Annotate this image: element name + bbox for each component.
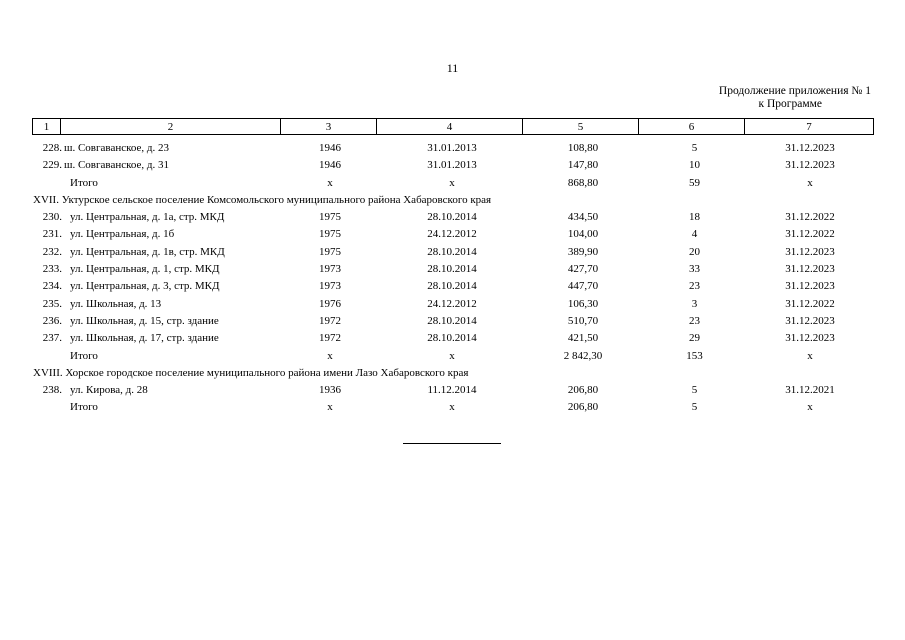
total-label: Итого xyxy=(70,176,98,189)
address-cell: ул. Центральная, д. 3, стр. МКД xyxy=(70,280,220,293)
row-number: 234. xyxy=(42,280,62,293)
address-cell: ул. Центральная, д. 1а, стр. МКД xyxy=(70,211,225,224)
section-heading: XVII. Уктурское сельское поселение Комсомольского муниципального района Хабаровского края xyxy=(33,193,492,206)
column-header: 2 xyxy=(61,119,281,135)
table-row xyxy=(0,278,905,295)
row-number: 237. xyxy=(42,332,62,345)
page-number: 11 xyxy=(446,61,459,75)
date-cell: 11.12.2014 xyxy=(427,384,477,397)
deadline-cell: 31.12.2023 xyxy=(785,263,835,276)
row-number: 232. xyxy=(42,245,62,258)
column-header: 7 xyxy=(745,119,874,135)
total-row xyxy=(0,175,905,192)
table-row xyxy=(0,140,905,157)
deadline-cell: 31.12.2023 xyxy=(785,142,835,154)
area-cell: 206,80 xyxy=(567,384,599,397)
row-number: 228. xyxy=(42,142,62,154)
appendix-title: Продолжение приложения № 1 xyxy=(718,85,871,97)
address-cell: ш. Совгаванское, д. 23 xyxy=(64,142,169,154)
year-cell: x xyxy=(327,401,333,414)
residents-cell: 59 xyxy=(689,176,700,189)
residents-cell: 18 xyxy=(689,211,700,224)
residents-cell: 3 xyxy=(691,297,698,310)
total-row xyxy=(0,399,905,416)
deadline-cell: 31.12.2022 xyxy=(785,228,835,241)
table-row xyxy=(0,226,905,243)
year-cell: 1973 xyxy=(319,280,341,293)
year-cell: 1976 xyxy=(319,297,341,310)
end-of-document-rule xyxy=(403,443,501,444)
year-cell: 1975 xyxy=(319,211,341,224)
address-cell: ул. Центральная, д. 1в, стр. МКД xyxy=(70,245,225,258)
address-cell: ш. Совгаванское, д. 31 xyxy=(64,159,169,172)
deadline-cell: 31.12.2022 xyxy=(785,211,835,224)
area-cell: 447,70 xyxy=(567,280,599,293)
row-number: 235. xyxy=(42,297,62,310)
column-header: 1 xyxy=(33,119,61,135)
address-cell: ул. Центральная, д. 1, стр. МКД xyxy=(70,263,220,276)
address-cell: ул. Школьная, д. 13 xyxy=(70,297,162,310)
year-cell: 1946 xyxy=(319,142,341,154)
column-header: 6 xyxy=(639,119,745,135)
appendix-caption xyxy=(719,85,871,111)
residents-cell: 29 xyxy=(689,332,700,345)
table-row xyxy=(0,244,905,261)
year-cell: 1936 xyxy=(319,384,341,397)
date-cell: 28.10.2014 xyxy=(427,245,477,258)
row-number: 230. xyxy=(42,211,62,224)
section-heading-row xyxy=(0,365,905,382)
address-cell: ул. Кирова, д. 28 xyxy=(70,384,148,397)
year-cell: 1946 xyxy=(319,159,341,172)
area-cell: 434,50 xyxy=(567,211,599,224)
total-label: Итого xyxy=(70,349,98,362)
year-cell: 1972 xyxy=(319,314,341,327)
residents-cell: 23 xyxy=(689,314,700,327)
housing-table-body xyxy=(0,140,905,417)
row-number: 236. xyxy=(42,314,62,327)
area-cell: 510,70 xyxy=(567,314,599,327)
date-cell: 28.10.2014 xyxy=(427,211,477,224)
deadline-cell: x xyxy=(807,349,813,362)
date-cell: 31.01.2013 xyxy=(427,142,477,154)
section-heading: XVIII. Хорское городское поселение муниципального района имени Лазо Хабаровского края xyxy=(33,366,469,379)
deadline-cell: 31.12.2023 xyxy=(785,332,835,345)
date-cell: 24.12.2012 xyxy=(427,297,477,310)
residents-cell: 10 xyxy=(689,159,700,172)
residents-cell: 153 xyxy=(686,349,703,362)
residents-cell: 5 xyxy=(691,384,698,397)
row-number: 231. xyxy=(42,228,62,241)
date-cell: 28.10.2014 xyxy=(427,263,477,276)
deadline-cell: 31.12.2023 xyxy=(785,280,835,293)
year-cell: 1972 xyxy=(319,332,341,345)
deadline-cell: x xyxy=(807,176,813,189)
date-cell: x xyxy=(449,176,455,189)
column-number-header xyxy=(32,118,874,135)
year-cell: x xyxy=(327,349,333,362)
area-cell: 104,00 xyxy=(567,228,599,241)
date-cell: x xyxy=(449,349,455,362)
deadline-cell: 31.12.2023 xyxy=(785,314,835,327)
table-row xyxy=(0,382,905,399)
table-row xyxy=(0,261,905,278)
deadline-cell: 31.12.2022 xyxy=(785,297,835,310)
year-cell: 1975 xyxy=(319,245,341,258)
address-cell: ул. Школьная, д. 17, стр. здание xyxy=(70,332,219,345)
area-cell: 2 842,30 xyxy=(563,349,603,362)
residents-cell: 23 xyxy=(689,280,700,293)
area-cell: 421,50 xyxy=(567,332,599,345)
table-row xyxy=(0,209,905,226)
residents-cell: 4 xyxy=(691,228,698,241)
area-cell: 206,80 xyxy=(567,401,599,414)
residents-cell: 5 xyxy=(691,142,698,154)
column-header: 3 xyxy=(281,119,377,135)
area-cell: 427,70 xyxy=(567,263,599,276)
row-number: 233. xyxy=(42,263,62,276)
year-cell: 1975 xyxy=(319,228,341,241)
row-number: 238. xyxy=(42,384,62,397)
area-cell: 106,30 xyxy=(567,297,599,310)
residents-cell: 5 xyxy=(691,401,698,414)
section-heading-row xyxy=(0,192,905,209)
deadline-cell: 31.12.2023 xyxy=(785,245,835,258)
year-cell: x xyxy=(327,176,333,189)
area-cell: 389,90 xyxy=(567,245,599,258)
date-cell: 28.10.2014 xyxy=(427,314,477,327)
date-cell: 24.12.2012 xyxy=(427,228,477,241)
deadline-cell: 31.12.2021 xyxy=(785,384,835,397)
total-label: Итого xyxy=(70,401,98,414)
table-row xyxy=(0,296,905,313)
table-row xyxy=(0,330,905,347)
address-cell: ул. Центральная, д. 1б xyxy=(70,228,175,241)
date-cell: x xyxy=(449,401,455,414)
residents-cell: 20 xyxy=(689,245,700,258)
deadline-cell: x xyxy=(807,401,813,414)
column-header: 5 xyxy=(523,119,639,135)
date-cell: 31.01.2013 xyxy=(427,159,477,172)
area-cell: 147,80 xyxy=(567,159,599,172)
area-cell: 108,80 xyxy=(567,142,599,154)
table-row xyxy=(0,313,905,330)
deadline-cell: 31.12.2023 xyxy=(785,159,835,172)
table-row xyxy=(0,157,905,174)
appendix-subtitle: к Программе xyxy=(758,98,822,110)
total-row xyxy=(0,348,905,365)
row-number: 229. xyxy=(42,159,62,172)
address-cell: ул. Школьная, д. 15, стр. здание xyxy=(70,314,219,327)
residents-cell: 33 xyxy=(689,263,700,276)
area-cell: 868,80 xyxy=(567,176,599,189)
year-cell: 1973 xyxy=(319,263,341,276)
column-header: 4 xyxy=(377,119,523,135)
date-cell: 28.10.2014 xyxy=(427,332,477,345)
date-cell: 28.10.2014 xyxy=(427,280,477,293)
